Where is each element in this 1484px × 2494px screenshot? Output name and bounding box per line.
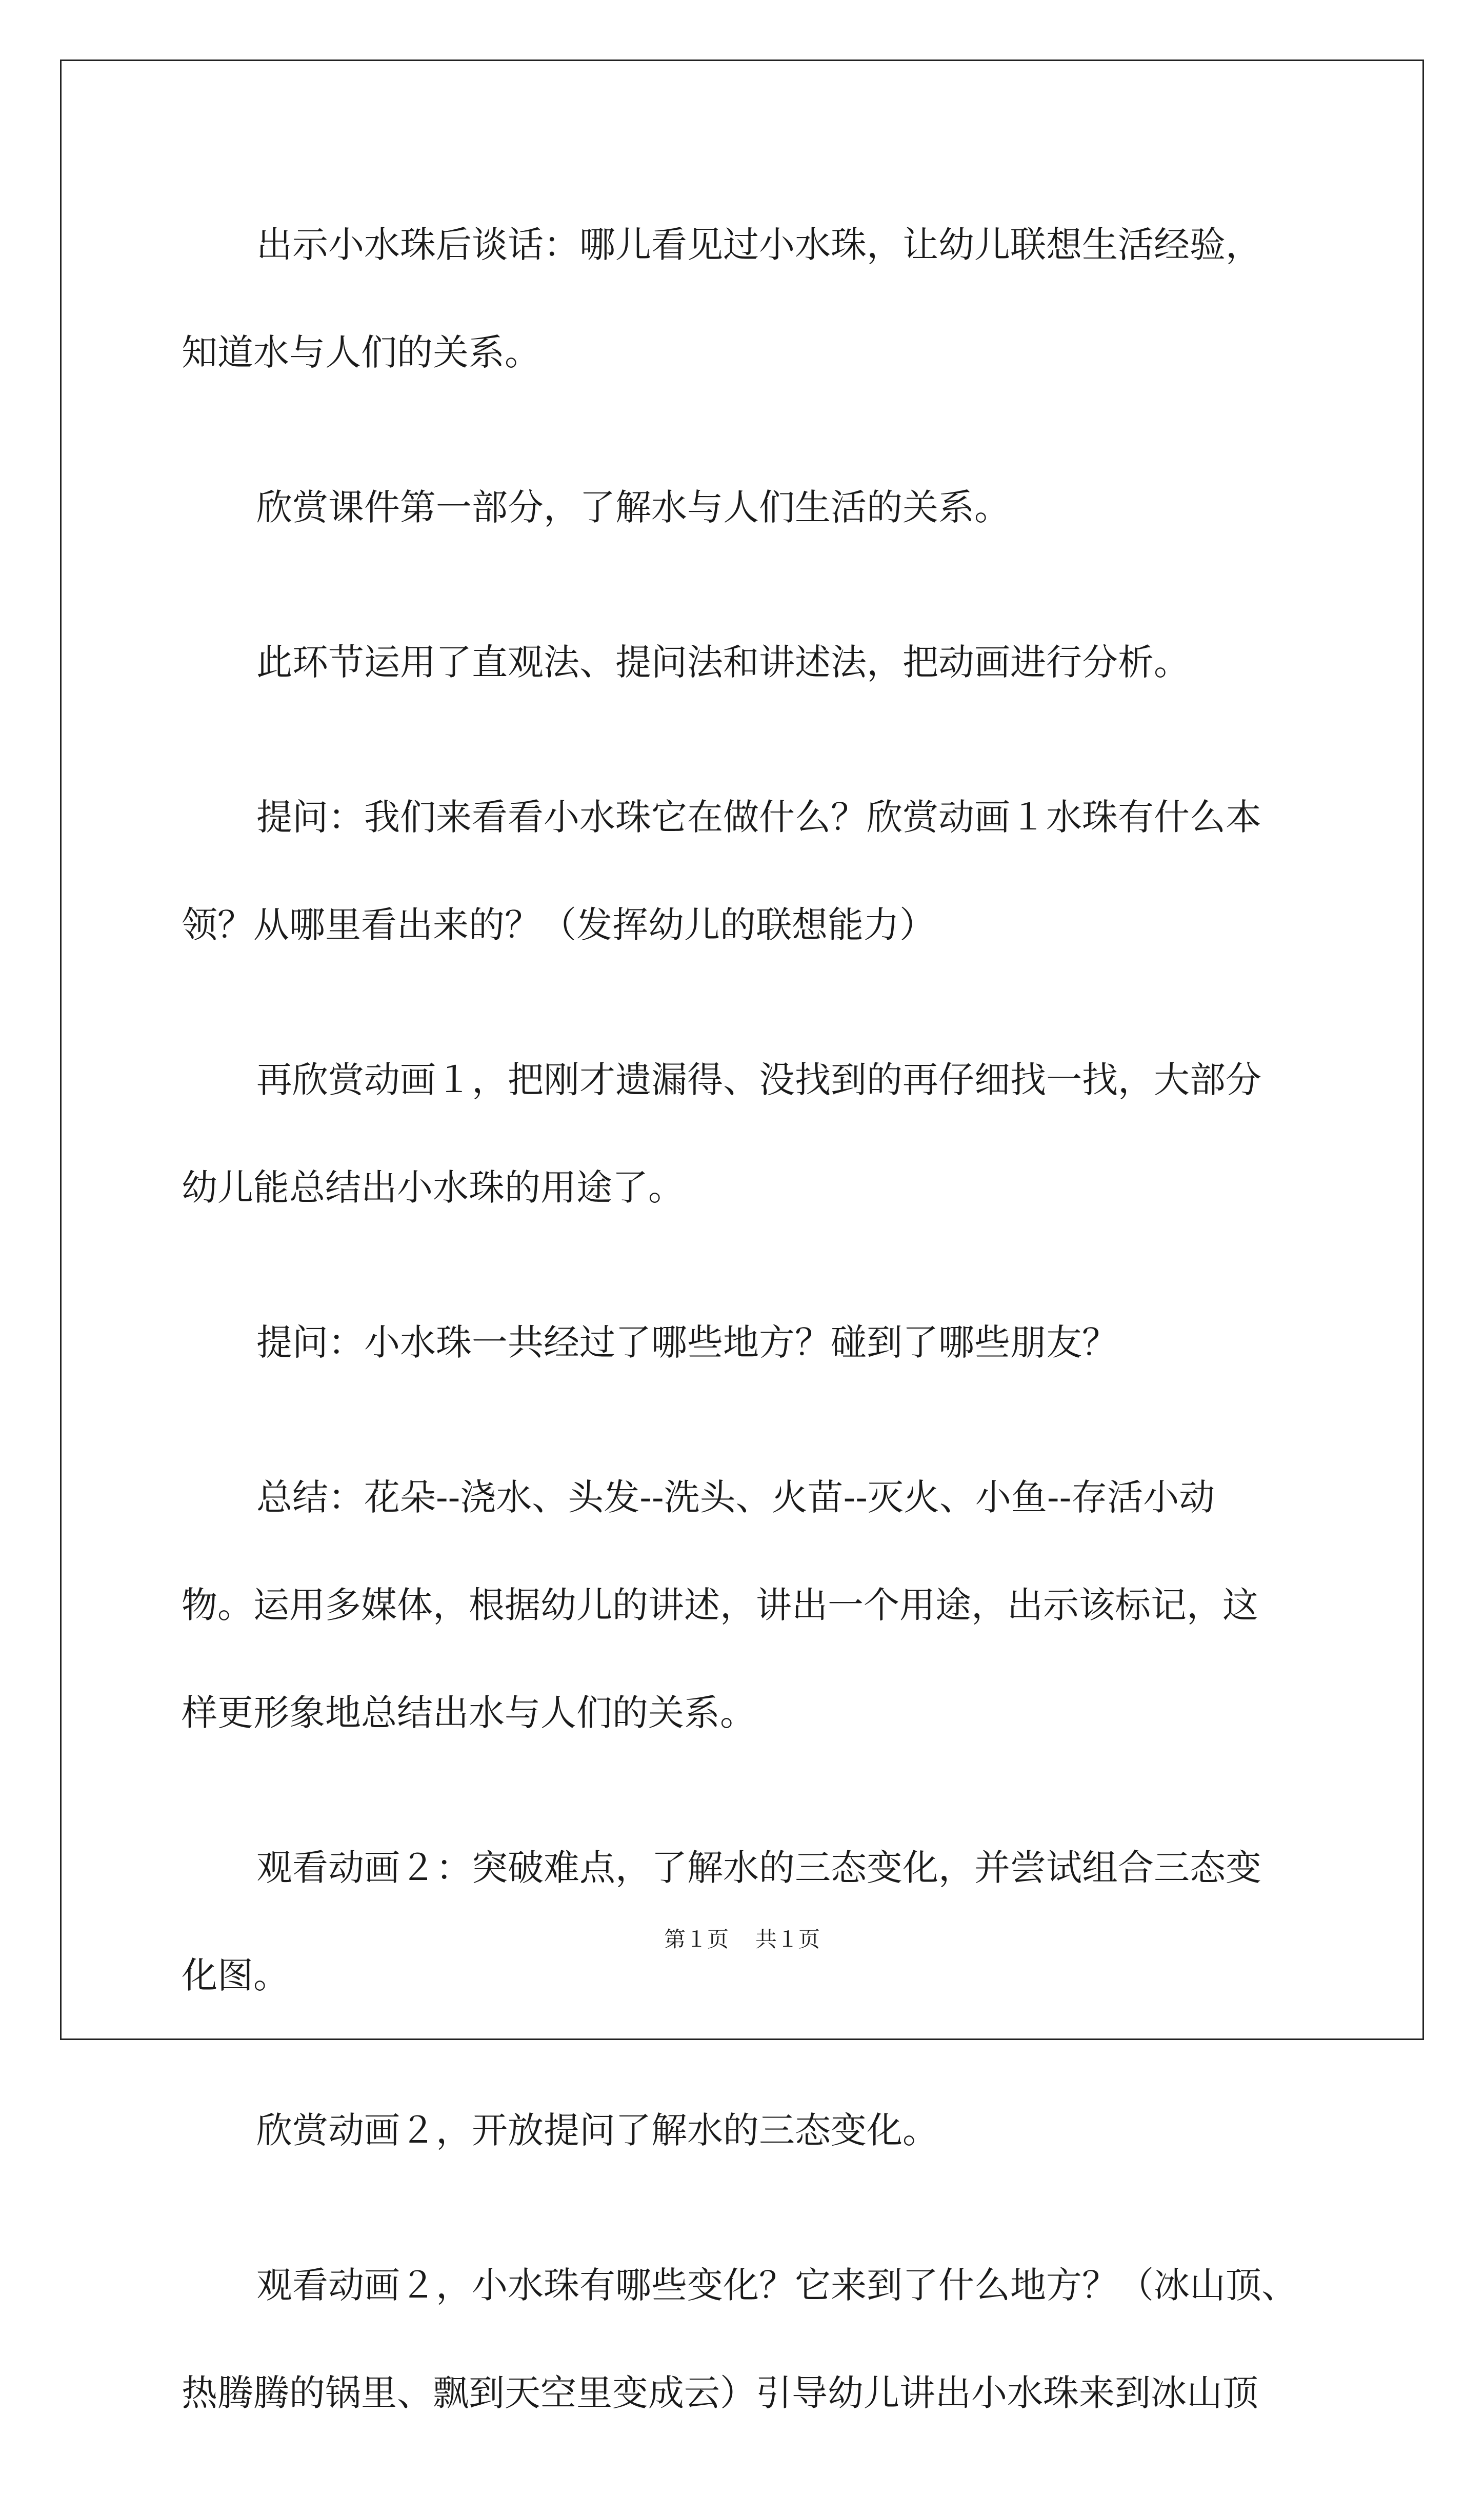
paragraph-8 (182, 1814, 1315, 2029)
paragraph-line: 提问：我们来看看小水珠它在做什么？欣赏动画１水珠有什么本 (256, 796, 1261, 838)
paragraph-line: 欣赏动画２，开放提问了解水的三态变化。 (256, 2109, 938, 2151)
paragraph-10 (182, 2231, 1315, 2447)
paragraph-line: 幼儿能总结出小水珠的用途了。 (182, 1166, 684, 1209)
paragraph-7 (182, 1443, 1315, 1767)
paragraph-1 (182, 191, 1315, 406)
paragraph-line: 化图。 (182, 1954, 289, 1996)
page-number-total: 共１页 (755, 1927, 820, 1952)
paragraph-line: 再欣赏动画１，把刚才遗漏得、没找到的再仔细找一找，大部分 (256, 1059, 1261, 1101)
paragraph-2 (182, 453, 1315, 561)
paragraph-line: 观看动画２：突破难点，了解水的三态变化，并尝试组合三态变 (256, 1847, 1261, 1889)
paragraph-line: 观看动画２，小水珠有哪些变化？它来到了什么地方？（冰山顶、 (256, 2264, 1297, 2306)
paragraph-5 (182, 1026, 1315, 1241)
paragraph-line: 样更形象地总结出水与人们的关系。 (182, 1692, 756, 1734)
page-footer (0, 1923, 1484, 1953)
paragraph-line: 物。运用多媒体，根据幼儿的讲述，讲出一个用途，出示该标记，这 (182, 1584, 1258, 1626)
paragraph-line: 提问：小水珠一共经过了哪些地方？碰到了哪些朋友？ (256, 1321, 1118, 1363)
page-number-current: 第１页 (664, 1927, 729, 1952)
paragraph-line: 知道水与人们的关系。 (182, 331, 540, 373)
paragraph-6 (182, 1289, 1315, 1396)
document-body (182, 191, 1315, 2494)
paragraph-line: 出示小水珠后谈话：哪儿看见过小水珠，让幼儿联想生活经验， (256, 224, 1261, 266)
paragraph-line: 领？从哪里看出来的？（发挥幼儿的联想能力） (182, 904, 935, 946)
paragraph-4 (182, 763, 1315, 979)
paragraph-9 (182, 2076, 1315, 2184)
paragraph-3 (182, 608, 1315, 716)
paragraph-line: 总结：花朵--浇水、头发--洗头、火苗--灭火、小鱼--存活小动 (256, 1476, 1215, 1518)
paragraph-line: 热腾腾的锅里、飘到天空里变成云）引导幼儿讲出小水珠来到冰山顶 (182, 2372, 1258, 2414)
paragraph-line: 此环节运用了直观法、提问法和讲述法，把动画进行分析。 (256, 641, 1190, 683)
paragraph-line: 欣赏课件第一部分，了解水与人们生活的关系。 (256, 486, 1010, 528)
